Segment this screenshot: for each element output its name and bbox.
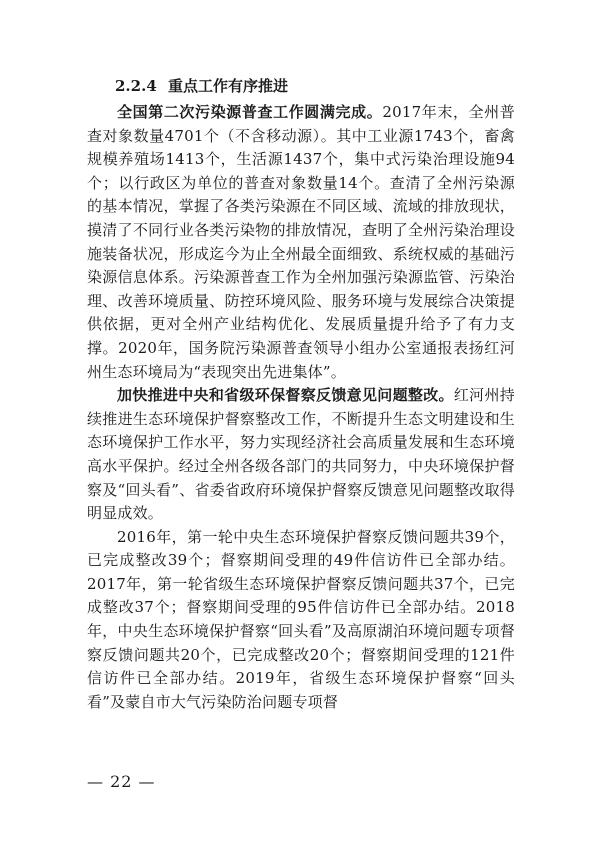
section-heading — [115, 74, 515, 99]
paragraph-lead: 全国第二次污染源普查工作圆满完成。 — [117, 103, 383, 121]
page-content — [87, 74, 515, 714]
paragraph-body: 2016年，第一轮中央生态环境保护督察反馈问题共39个，已完成整改39个；督察期间受理的49件信访件已全部办结。2017年，第一轮省级生态环境保护督察反馈问题共37个，已完成整改37个；督察期间受理的95件信访件已全部办结。2018年，中央生态环境保护督察“回头看”及高原湖泊环境问题专项督察反馈问题共20个，已完成整改20个；督察期间受理的121件信访件已全部办结。2019年，省级生态环境保护督察“回头看”及蒙自市大气污染防治问题专项督 — [87, 527, 515, 711]
section-title: 重点工作有序推进 — [168, 77, 289, 95]
page-number: — 22 — — [87, 772, 156, 791]
paragraph-inspection-rectification — [87, 384, 515, 526]
paragraph-body: 红河州持续推进生态环境保护督察整改工作，不断提升生态文明建设和生态环境保护工作水平，努力实现经济社会高质量发展和生态环境高水平保护。经过全州各级各部门的共同努力，中央环境保护督察及“回头看”、省委省政府环境保护督察反馈意见问题整改取得明显成效。 — [87, 386, 515, 523]
paragraph-lead: 加快推进中央和省级环保督察反馈意见问题整改。 — [117, 386, 454, 405]
paragraph-body: 2017年末，全州普查对象数量4701个（不含移动源）。其中工业源1743个，畜禽规模养殖场1413个，生活源1437个，集中式污染治理设施94个；以行政区为单位的普查对象数量14个。查清了全州污染源的基本情况，掌握了各类污染源在不同区域、流域的排放现状，摸清了不同行业各类污染物的排放情况，查明了全州污染治理设施装备状况，形成迄今为止全州最全面细致、系统权威的基础污染源信息体系。污染源普查工作为全州加强污染源监管、污染治理、改善环境质量、防控环境风险、服务环境与发展综合决策提供依据，更对全州产业结构优化、发展质量提升给予了有力支撑。2020年，国务院污染源普查领导小组办公室通报表扬红河州生态环境局为“表现突出先进集体”。 — [87, 103, 515, 381]
paragraph-inspection-statistics — [87, 526, 515, 715]
section-number: 2.2.4 — [115, 77, 157, 95]
paragraph-pollution-census — [87, 101, 515, 384]
